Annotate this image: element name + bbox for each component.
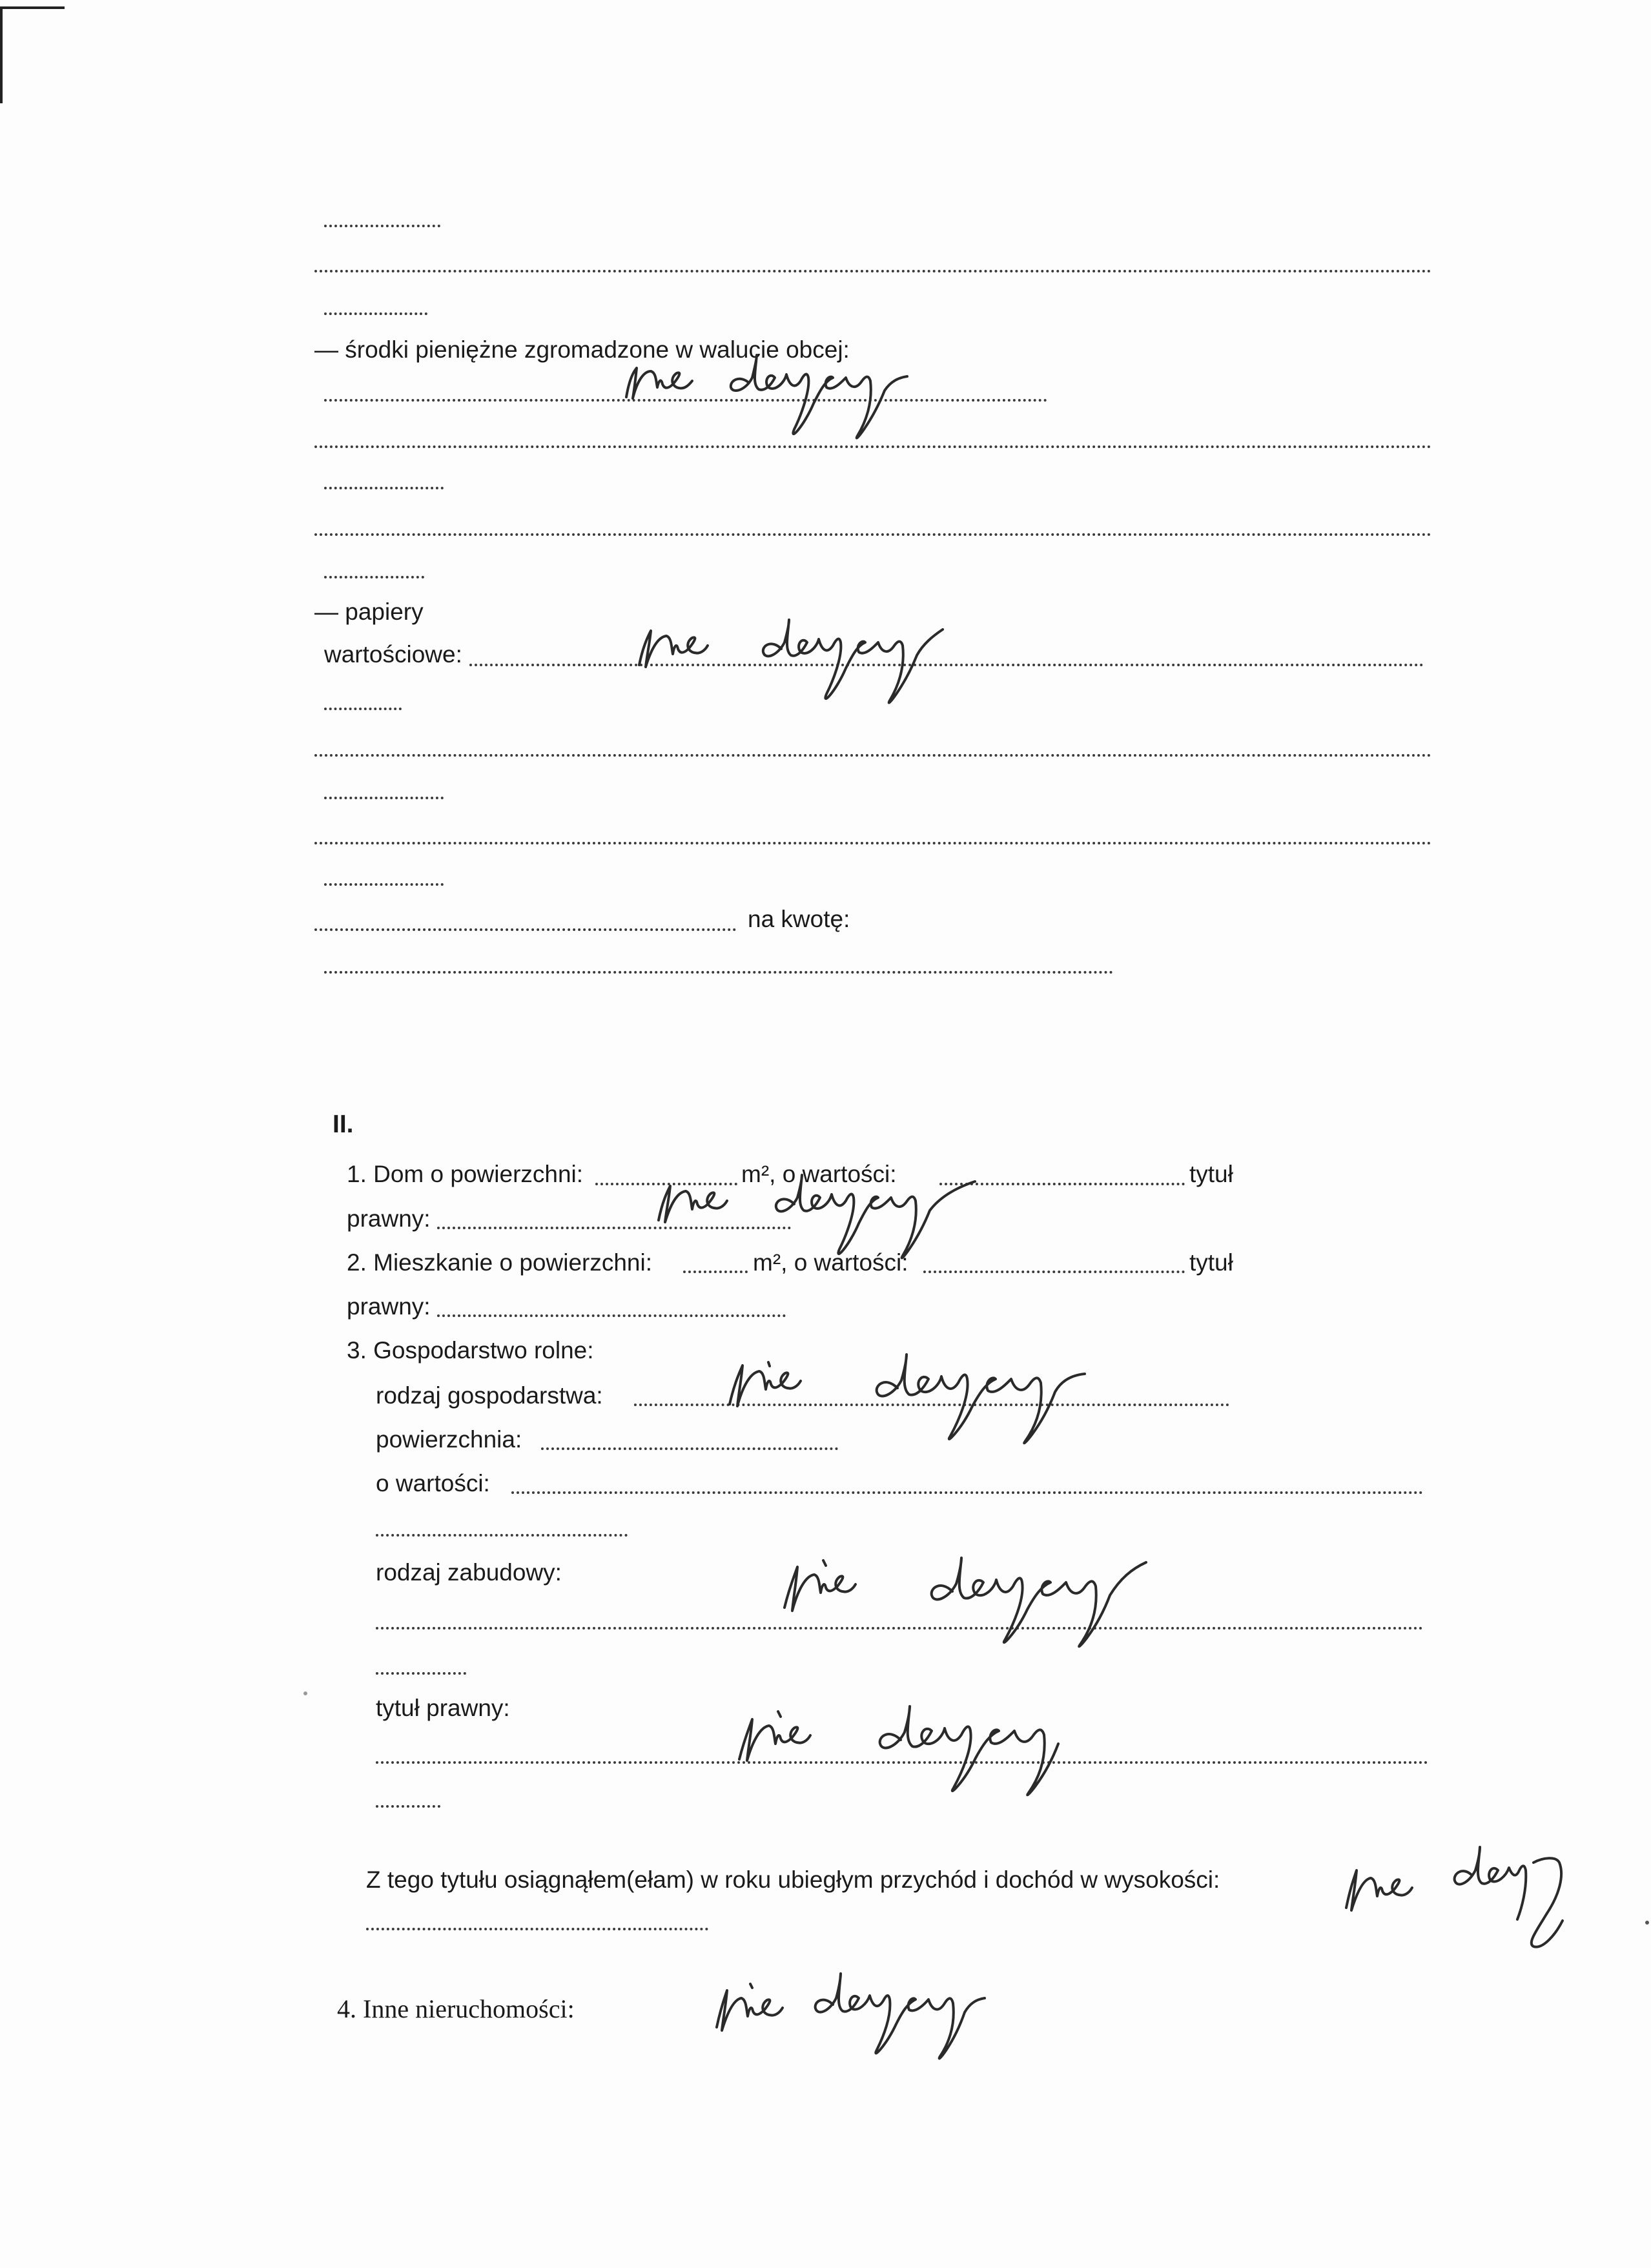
- dotted-line: [324, 225, 440, 227]
- dotted-line: [376, 1805, 440, 1808]
- dotted-line: [324, 708, 402, 710]
- amount-prefix-field[interactable]: [314, 928, 736, 931]
- handwritten-answer-3: [652, 1172, 1014, 1262]
- dotted-line: [314, 533, 1431, 536]
- farm-label: 3. Gospodarstwo rolne:: [347, 1337, 594, 1364]
- dotted-line: [324, 797, 444, 799]
- farm-income-field[interactable]: [366, 1928, 708, 1930]
- farm-value-field[interactable]: [511, 1491, 1423, 1494]
- handwritten-answer-6: [733, 1688, 1094, 1804]
- house-title-label: tytuł: [1189, 1161, 1233, 1187]
- dotted-line: [314, 270, 1431, 272]
- flat-legal-label: prawny:: [347, 1293, 431, 1320]
- dotted-line: [324, 883, 444, 886]
- handwritten-answer-5: [778, 1546, 1153, 1662]
- flat-label: 2. Mieszkanie o powierzchni:: [347, 1249, 652, 1276]
- scan-speck: [303, 1691, 307, 1695]
- dotted-line: [376, 1672, 466, 1675]
- farm-area-label: powierzchnia:: [376, 1426, 522, 1453]
- dotted-line: [324, 312, 427, 315]
- dotted-line: [314, 842, 1431, 844]
- handwritten-answer-7: [1340, 1843, 1650, 1959]
- securities-label-2: wartościowe:: [324, 641, 462, 668]
- flat-m2-label: m², o wartości:: [753, 1249, 908, 1276]
- farm-legal-title-label: tytuł prawny:: [376, 1695, 510, 1721]
- flat-area-field[interactable]: [683, 1271, 748, 1273]
- handwritten-answer-1: [620, 352, 956, 442]
- farm-buildings-label: rodzaj zabudowy:: [376, 1559, 562, 1586]
- other-property-label: 4. Inne nieruchomości:: [337, 1994, 575, 2023]
- amount-label: na kwotę:: [748, 906, 850, 932]
- section-heading: II.: [333, 1110, 354, 1138]
- scan-corner-mark: [0, 0, 65, 103]
- farm-area-field[interactable]: [541, 1447, 838, 1450]
- flat-title-label: tytuł: [1189, 1249, 1233, 1276]
- farm-value-label: o wartości:: [376, 1470, 490, 1497]
- amount-field[interactable]: [324, 971, 1113, 974]
- dotted-line: [314, 754, 1431, 757]
- handwritten-answer-4: [723, 1349, 1111, 1446]
- cash-foreign-label: — środki pieniężne zgromadzone w walucie obcej:: [314, 336, 850, 363]
- dotted-line: [324, 576, 424, 578]
- house-legal-label: prawny:: [347, 1205, 431, 1232]
- flat-legal-field[interactable]: [437, 1314, 786, 1317]
- house-m2-label: m², o wartości:: [741, 1161, 897, 1187]
- farm-income-label: Z tego tytułu osiągnąłem(ełam) w roku ubiegłym przychód i dochód w wysokości:: [366, 1866, 1220, 1893]
- securities-label-1: — papiery: [314, 598, 424, 625]
- handwritten-answer-8: [710, 1966, 1059, 2076]
- dotted-line: [376, 1534, 628, 1537]
- dotted-line: [314, 445, 1431, 448]
- scan-speck: [1645, 1921, 1649, 1925]
- farm-type-label: rodzaj gospodarstwa:: [376, 1382, 603, 1409]
- handwritten-answer-2: [633, 617, 994, 707]
- house-label: 1. Dom o powierzchni:: [347, 1161, 584, 1187]
- dotted-line: [324, 487, 444, 489]
- flat-value-field[interactable]: [923, 1271, 1185, 1273]
